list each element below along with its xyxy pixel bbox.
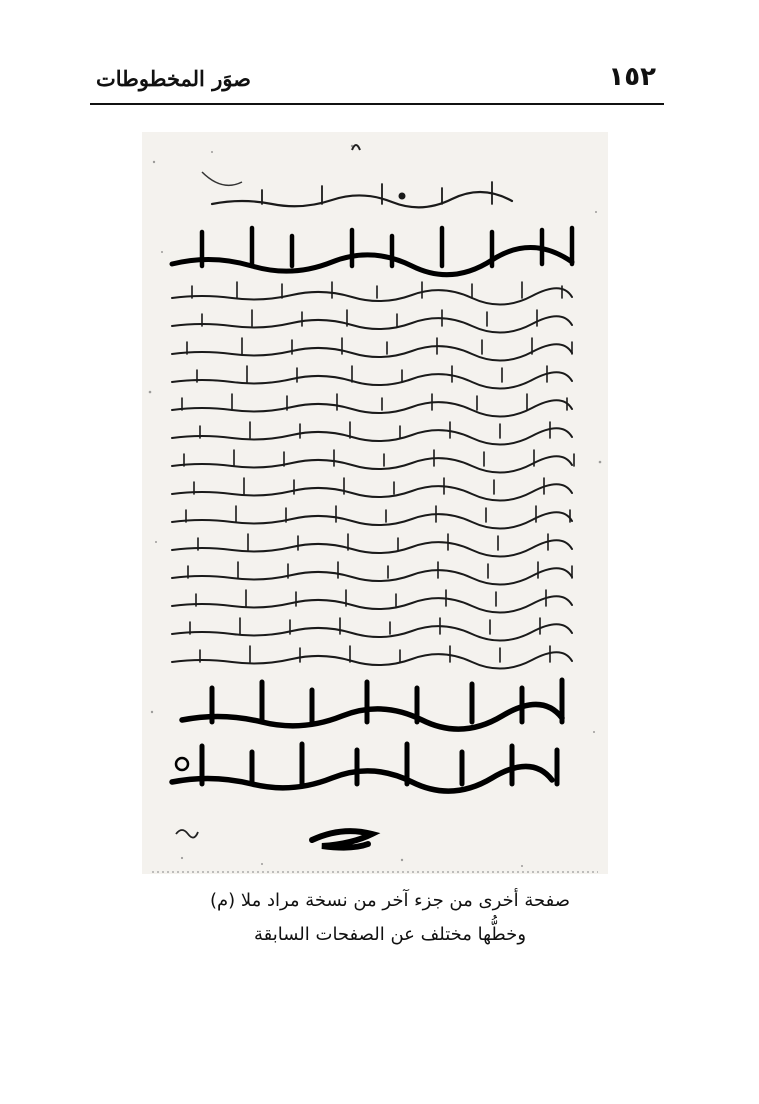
body-text-lines: [172, 282, 574, 669]
running-title: صوَر المخطوطات: [96, 66, 252, 91]
bismillah-line: [212, 182, 512, 207]
manuscript-image: [142, 132, 608, 874]
small-mark: [176, 830, 198, 838]
caption-line-2: وخطُّها مختلف عن الصفحات السابقة: [253, 924, 527, 945]
page-number: ١٥٢: [608, 62, 656, 92]
caption-line-1: صفحة أخرى من جزء آخر من نسخة مراد ملا (م): [209, 890, 571, 911]
heading-calligraphy: [172, 680, 562, 791]
figure-caption: [120, 884, 660, 952]
bottom-flourish: [312, 831, 372, 848]
page-header: [90, 58, 664, 102]
manuscript-scan: [142, 132, 608, 874]
title-line: [172, 228, 572, 275]
header-rule: [90, 103, 664, 105]
